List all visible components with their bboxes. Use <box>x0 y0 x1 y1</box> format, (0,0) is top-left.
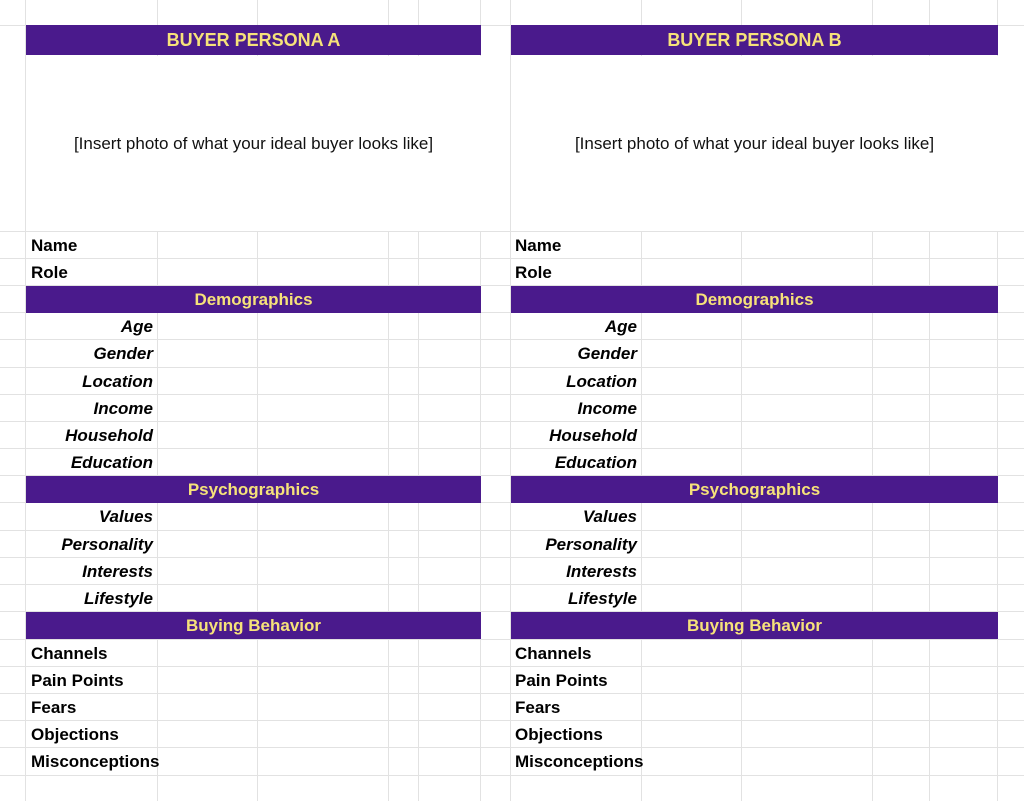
persona-b-household-label: Household <box>549 425 637 445</box>
persona-b-buying-header: Buying Behavior <box>511 612 998 639</box>
persona-a-household-label: Household <box>65 425 153 445</box>
persona-a-interests-label: Interests <box>82 561 153 581</box>
persona-a-education-label: Education <box>70 452 153 472</box>
persona-b-objections-label: Objections <box>515 724 603 744</box>
persona-b-location-label: Location <box>566 371 637 391</box>
persona-b-education-label: Education <box>554 452 637 472</box>
persona-b-channels-label: Channels <box>515 643 592 663</box>
persona-a-name-label: Name <box>31 235 78 255</box>
persona-a-fears-label: Fears <box>31 697 77 717</box>
persona-b-fears-label: Fears <box>515 697 561 717</box>
persona-a-values-label: Values <box>98 506 153 526</box>
persona-b-lifestyle-label: Lifestyle <box>568 588 637 608</box>
persona-a-objections-label: Objections <box>31 724 119 744</box>
persona-b-role-label: Role <box>515 262 552 282</box>
persona-b-values-label: Values <box>582 506 637 526</box>
persona-a-title: BUYER PERSONA A <box>26 25 481 55</box>
persona-a-channels-label: Channels <box>31 643 108 663</box>
persona-a-pain-points-label: Pain Points <box>31 670 124 690</box>
persona-b-title: BUYER PERSONA B <box>511 25 998 55</box>
persona-b-gender-label: Gender <box>577 343 637 363</box>
persona-a-demographics-header: Demographics <box>26 286 481 313</box>
persona-a-age-label: Age <box>120 316 153 336</box>
persona-b-income-label: Income <box>577 398 637 418</box>
persona-b-personality-label: Personality <box>545 534 637 554</box>
persona-b-age-label: Age <box>604 316 637 336</box>
persona-a-personality-label: Personality <box>61 534 153 554</box>
persona-b-demographics-header: Demographics <box>511 286 998 313</box>
persona-a-psychographics-header: Psychographics <box>26 476 481 503</box>
persona-a-gender-label: Gender <box>93 343 153 363</box>
persona-a-location-label: Location <box>82 371 153 391</box>
persona-b-name-label: Name <box>515 235 562 255</box>
persona-b-psychographics-header: Psychographics <box>511 476 998 503</box>
persona-a-lifestyle-label: Lifestyle <box>84 588 153 608</box>
persona-a-buying-header: Buying Behavior <box>26 612 481 639</box>
persona-a-role-label: Role <box>31 262 68 282</box>
persona-b-interests-label: Interests <box>566 561 637 581</box>
persona-b-misconceptions-label: Misconceptions <box>515 751 644 771</box>
persona-a-income-label: Income <box>93 398 153 418</box>
persona-b-photo-placeholder[interactable]: [Insert photo of what your ideal buyer looks like] <box>511 56 998 231</box>
persona-a-photo-placeholder[interactable]: [Insert photo of what your ideal buyer looks like] <box>26 56 481 231</box>
persona-a-misconceptions-label: Misconceptions <box>31 751 160 771</box>
persona-b-pain-points-label: Pain Points <box>515 670 608 690</box>
